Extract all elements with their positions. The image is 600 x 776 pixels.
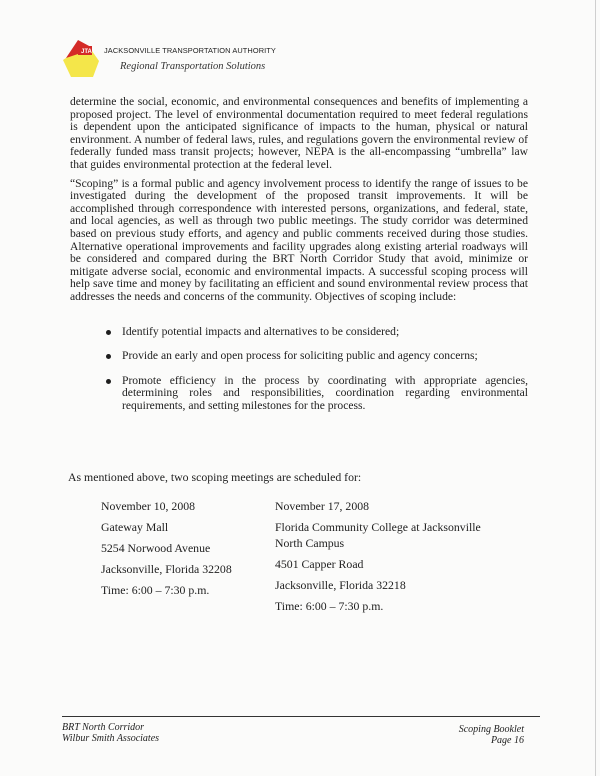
meeting-city: Jacksonville, Florida 32218 xyxy=(275,578,406,592)
body-content xyxy=(70,96,528,424)
page-header xyxy=(62,36,362,82)
footer-doc-title: Scoping Booklet xyxy=(458,724,524,735)
meetings-intro: As mentioned above, two scoping meetings are scheduled for: xyxy=(68,470,362,484)
paragraph: “Scoping” is a formal public and agency involvement process to identify the range of issues to be investigated during the development of the proposed transit improvements. It will be accomplished through correspondence with interested persons, organizations, and federal, state, and local agencies, as well as through two public meetings. The study corridor was determined based on previous study efforts, and agency and public comments received during those studies. Alternative operational improvements and facility upgrades along existing arterial roadways will be considered and compared during the BRT North Corridor Study that avoid, minimize or mitigate adverse social, economic and environmental impacts. A successful scoping process will help save time and money by facilitating an efficient and sound environmental review process that addresses the needs and concerns of the community. Objectives of scoping include: xyxy=(70,176,528,303)
list-item-text: Identify potential impacts and alternatives to be considered; xyxy=(122,324,400,338)
footer-right xyxy=(459,724,524,746)
meeting-city: Jacksonville, Florida 32208 xyxy=(101,562,232,576)
list-item xyxy=(70,326,528,339)
meeting-time: Time: 6:00 – 7:30 p.m. xyxy=(101,583,210,597)
paragraph: determine the social, economic, and environmental consequences and benefits of implementing a proposed project. The level of environmental documentation required to meet federal regulations is dependent upon the anticipated significance of impacts to the human, physical or natural environment. A number of federal laws, rules, and regulations govern the environmental review of federally funded mass transit projects; however, NEPA is the all-encompassing “umbrella” law that guides environmental protection at the federal level. xyxy=(70,95,528,171)
svg-text:JTA: JTA xyxy=(81,49,92,55)
footer-consultant: Wilbur Smith Associates xyxy=(62,733,160,744)
meeting-block-2 xyxy=(275,500,481,621)
footer-project: BRT North Corridor xyxy=(62,722,145,733)
meeting-block-1 xyxy=(101,500,232,605)
meeting-venue: Florida Community College at Jacksonville xyxy=(275,520,481,534)
list-item xyxy=(70,375,528,413)
scoping-objectives-list xyxy=(70,326,528,413)
page-number: Page 16 xyxy=(490,735,524,746)
meeting-address: 5254 Norwood Avenue xyxy=(101,541,211,555)
org-tagline: Regional Transportation Solutions xyxy=(120,61,266,72)
footer-divider xyxy=(62,716,540,717)
meeting-venue: Gateway Mall xyxy=(101,520,169,534)
scan-edge-line xyxy=(595,0,596,776)
bullet-icon xyxy=(106,379,111,384)
list-item-text: Provide an early and open process for soliciting public and agency concerns; xyxy=(122,349,478,363)
bullet-icon xyxy=(106,330,111,335)
bullet-icon xyxy=(106,354,111,359)
list-item-text: Promote efficiency in the process by coordinating with appropriate agencies, determining roles and responsibilities, coordination regarding environmental requirements, and setting milestones for the process. xyxy=(122,373,528,412)
meeting-time: Time: 6:00 – 7:30 p.m. xyxy=(275,599,384,613)
meeting-address: 4501 Capper Road xyxy=(275,557,364,571)
meeting-date: November 17, 2008 xyxy=(275,499,370,513)
org-name: JACKSONVILLE TRANSPORTATION AUTHORITY xyxy=(104,46,276,55)
jta-logo xyxy=(62,36,106,80)
footer-left xyxy=(62,722,159,744)
list-item xyxy=(70,350,528,363)
meeting-venue-line2: North Campus xyxy=(275,536,345,550)
meeting-date: November 10, 2008 xyxy=(101,499,196,513)
